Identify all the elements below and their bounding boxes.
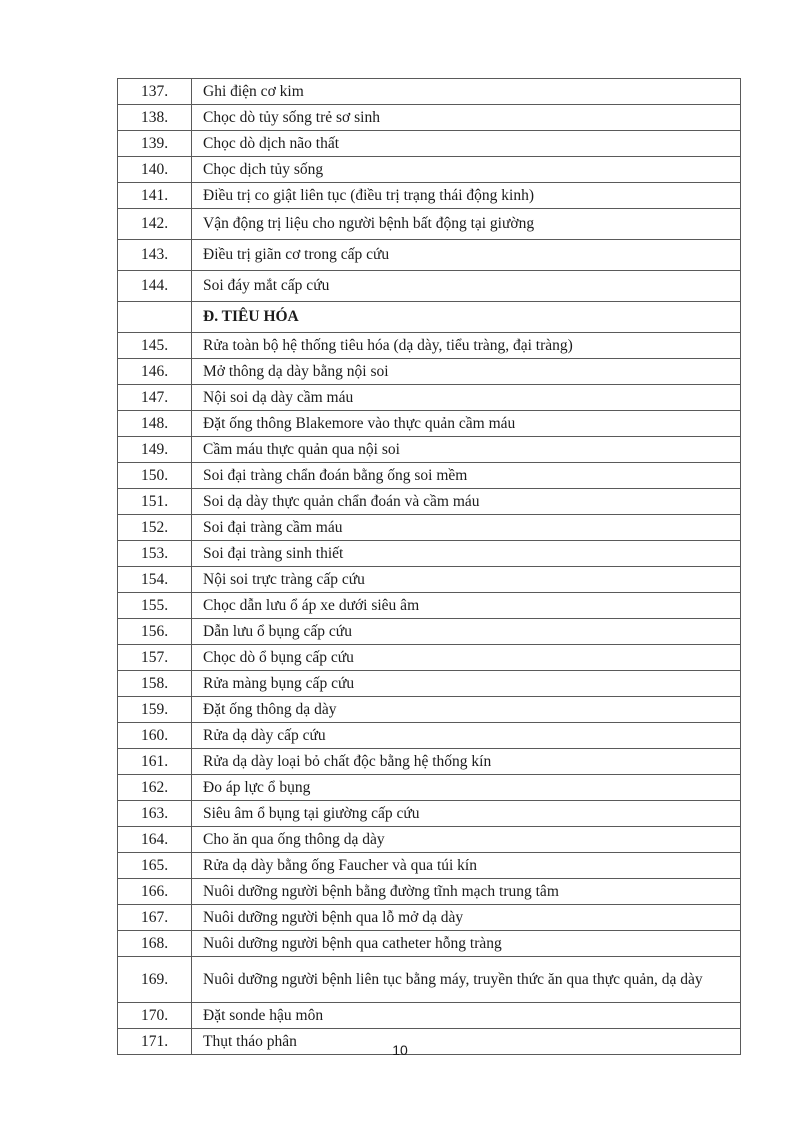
procedure-name: Cho ăn qua ống thông dạ dày (192, 827, 741, 853)
procedure-name: Đặt sonde hậu môn (192, 1003, 741, 1029)
row-number: 142. (118, 209, 192, 240)
table-row (118, 905, 741, 931)
row-number: 152. (118, 515, 192, 541)
procedure-name: Điều trị giãn cơ trong cấp cứu (192, 240, 741, 271)
row-number: 139. (118, 131, 192, 157)
table-row (118, 775, 741, 801)
table-row (118, 131, 741, 157)
procedure-name: Nuôi dưỡng người bệnh bằng đường tĩnh mạch trung tâm (192, 879, 741, 905)
table-row (118, 749, 741, 775)
procedure-name: Rửa dạ dày loại bỏ chất độc bằng hệ thống kín (192, 749, 741, 775)
procedure-name: Chọc dò tủy sống trẻ sơ sinh (192, 105, 741, 131)
procedure-name: Rửa dạ dày bằng ống Faucher và qua túi kín (192, 853, 741, 879)
row-number: 150. (118, 463, 192, 489)
row-number: 158. (118, 671, 192, 697)
table-row (118, 385, 741, 411)
table-row (118, 931, 741, 957)
procedure-name: Đo áp lực ổ bụng (192, 775, 741, 801)
procedure-name: Ghi điện cơ kim (192, 79, 741, 105)
table-row (118, 957, 741, 1003)
row-number: 167. (118, 905, 192, 931)
procedure-name: Đặt ống thông dạ dày (192, 697, 741, 723)
table-row (118, 541, 741, 567)
table-row (118, 489, 741, 515)
table-row (118, 359, 741, 385)
row-number: 171. (118, 1029, 192, 1055)
section-header-row (118, 302, 741, 333)
procedure-name: Cầm máu thực quản qua nội soi (192, 437, 741, 463)
row-number: 153. (118, 541, 192, 567)
procedure-name: Mở thông dạ dày bằng nội soi (192, 359, 741, 385)
table-row (118, 619, 741, 645)
table-row (118, 157, 741, 183)
table-row (118, 697, 741, 723)
table-row (118, 879, 741, 905)
row-number: 165. (118, 853, 192, 879)
procedure-name: Chọc dò ổ bụng cấp cứu (192, 645, 741, 671)
row-number: 137. (118, 79, 192, 105)
procedure-name: Rửa toàn bộ hệ thống tiêu hóa (dạ dày, tiểu tràng, đại tràng) (192, 333, 741, 359)
procedure-name: Nội soi dạ dày cầm máu (192, 385, 741, 411)
procedure-name: Thụt tháo phân (192, 1029, 741, 1055)
procedure-name: Nuôi dưỡng người bệnh liên tục bằng máy, truyền thức ăn qua thực quản, dạ dày (192, 957, 741, 1003)
table-row (118, 645, 741, 671)
table-row (118, 183, 741, 209)
row-number: 155. (118, 593, 192, 619)
procedure-name: Siêu âm ổ bụng tại giường cấp cứu (192, 801, 741, 827)
row-number: 159. (118, 697, 192, 723)
row-number: 166. (118, 879, 192, 905)
procedure-table-body (118, 79, 741, 1055)
row-number: 138. (118, 105, 192, 131)
table-row (118, 209, 741, 240)
row-number: 156. (118, 619, 192, 645)
procedure-table (117, 78, 741, 1055)
row-number: 143. (118, 240, 192, 271)
row-number: 144. (118, 271, 192, 302)
row-number: 170. (118, 1003, 192, 1029)
procedure-name: Chọc dò dịch não thất (192, 131, 741, 157)
procedure-name: Rửa màng bụng cấp cứu (192, 671, 741, 697)
table-row (118, 515, 741, 541)
row-number: 154. (118, 567, 192, 593)
table-row (118, 593, 741, 619)
table-row (118, 79, 741, 105)
procedure-name: Soi đại tràng cầm máu (192, 515, 741, 541)
procedure-name: Rửa dạ dày cấp cứu (192, 723, 741, 749)
row-number: 147. (118, 385, 192, 411)
table-row (118, 411, 741, 437)
table-row (118, 1003, 741, 1029)
procedure-name: Soi đại tràng sinh thiết (192, 541, 741, 567)
row-number: 141. (118, 183, 192, 209)
row-number: 169. (118, 957, 192, 1003)
row-number: 149. (118, 437, 192, 463)
procedure-name: Điều trị co giật liên tục (điều trị trạng thái động kinh) (192, 183, 741, 209)
table-row (118, 723, 741, 749)
table-row (118, 567, 741, 593)
procedure-name: Nuôi dưỡng người bệnh qua catheter hỗng tràng (192, 931, 741, 957)
table-row (118, 463, 741, 489)
row-number: 145. (118, 333, 192, 359)
row-number: 140. (118, 157, 192, 183)
table-row (118, 437, 741, 463)
procedure-name: Chọc dẫn lưu ổ áp xe dưới siêu âm (192, 593, 741, 619)
row-number: 148. (118, 411, 192, 437)
procedure-name: Soi đại tràng chẩn đoán bằng ống soi mềm (192, 463, 741, 489)
procedure-name: Vận động trị liệu cho người bệnh bất động tại giường (192, 209, 741, 240)
table-row (118, 801, 741, 827)
table-row (118, 853, 741, 879)
page-number: 10 (392, 1042, 408, 1058)
procedure-name: Soi dạ dày thực quản chẩn đoán và cầm máu (192, 489, 741, 515)
table-row (118, 333, 741, 359)
row-number: 168. (118, 931, 192, 957)
procedure-name: Đặt ống thông Blakemore vào thực quản cầm máu (192, 411, 741, 437)
section-title: Đ. TIÊU HÓA (192, 302, 741, 333)
table-row (118, 671, 741, 697)
table-row (118, 240, 741, 271)
row-number: 163. (118, 801, 192, 827)
table-row (118, 105, 741, 131)
row-number: 151. (118, 489, 192, 515)
row-number: 162. (118, 775, 192, 801)
procedure-name: Nuôi dưỡng người bệnh qua lỗ mở dạ dày (192, 905, 741, 931)
procedure-name: Chọc dịch tủy sống (192, 157, 741, 183)
row-number: 160. (118, 723, 192, 749)
row-number: 146. (118, 359, 192, 385)
row-number: 157. (118, 645, 192, 671)
row-number (118, 302, 192, 333)
procedure-name: Dẫn lưu ổ bụng cấp cứu (192, 619, 741, 645)
table-row (118, 271, 741, 302)
row-number: 164. (118, 827, 192, 853)
procedure-name: Nội soi trực tràng cấp cứu (192, 567, 741, 593)
table-row (118, 827, 741, 853)
row-number: 161. (118, 749, 192, 775)
procedure-name: Soi đáy mắt cấp cứu (192, 271, 741, 302)
